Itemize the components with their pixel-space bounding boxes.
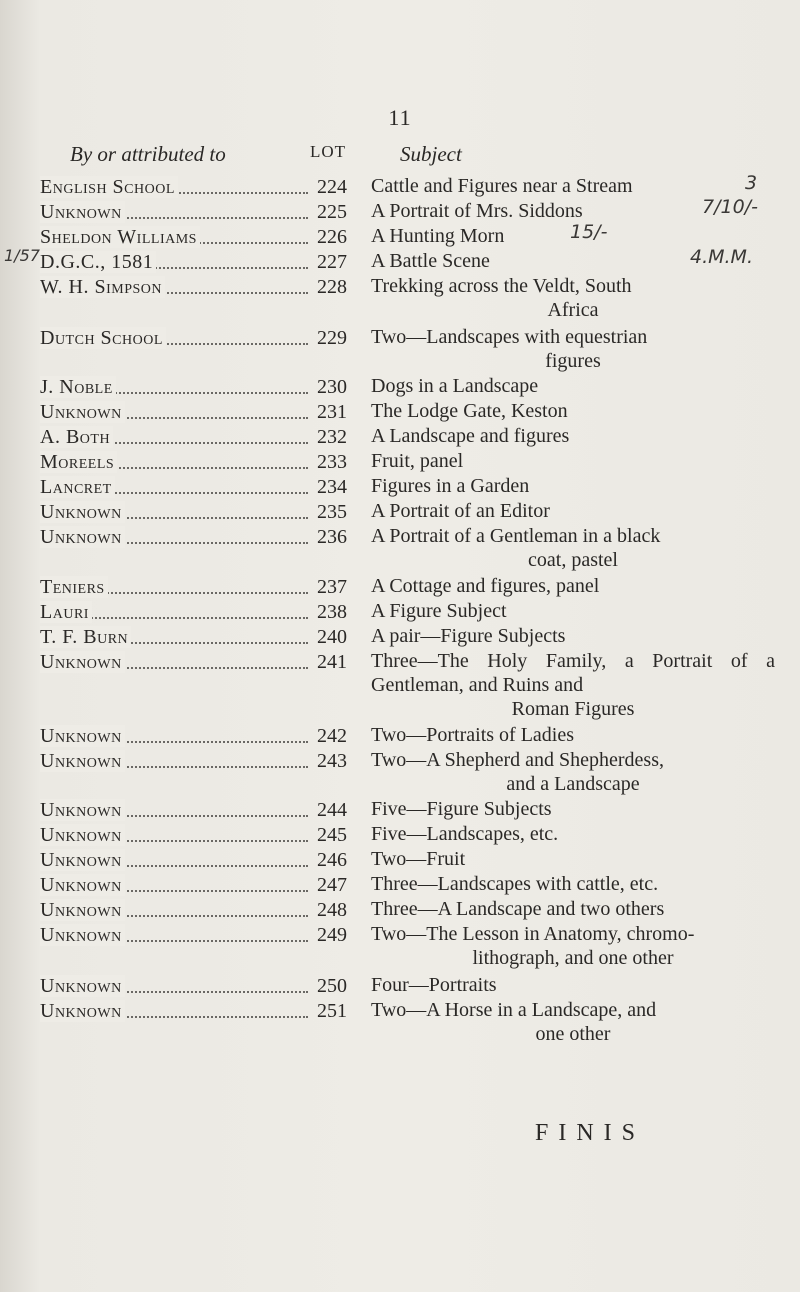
subject-text: The Lodge Gate, Keston [371, 400, 568, 422]
lot-number: 226 [317, 226, 347, 248]
artist-text: Unknown [40, 725, 125, 747]
lot-subject [371, 723, 775, 747]
subject-text: A Landscape and figures [371, 425, 570, 447]
artist-name [40, 797, 308, 823]
lot-row [0, 449, 800, 475]
artist-name [40, 474, 308, 500]
artist-text: D.G.C., 1581 [40, 251, 156, 273]
subject-text: Three—The Holy Family, a Portrait of a Gentleman, and Ruins and [371, 650, 775, 696]
artist-text: Unknown [40, 1000, 125, 1022]
lot-row [0, 499, 800, 525]
artist-text: English School [40, 176, 178, 198]
lot-number: 249 [317, 924, 347, 946]
artist-text: Unknown [40, 750, 125, 772]
lot-subject [371, 325, 775, 373]
lot-number: 244 [317, 799, 347, 821]
subject-continuation: and a Landscape [506, 773, 640, 795]
lot-row [0, 723, 800, 749]
lot-row [0, 524, 800, 571]
lot-row [0, 748, 800, 795]
subject-continuation: Roman Figures [511, 698, 635, 720]
lot-subject [371, 174, 775, 198]
artist-name [40, 174, 308, 200]
subject-text: Five—Figure Subjects [371, 798, 552, 820]
lot-row [0, 897, 800, 923]
artist-text: Lancret [40, 476, 115, 498]
lot-number: 232 [317, 426, 347, 448]
lot-row [0, 624, 800, 650]
subject-continuation: coat, pastel [528, 549, 618, 571]
lot-row [0, 325, 800, 372]
lot-number: 237 [317, 576, 347, 598]
subject-text: Two—Portraits of Ladies [371, 724, 575, 746]
lot-number: 238 [317, 601, 347, 623]
lot-row [0, 274, 800, 321]
subject-continuation: figures [545, 350, 601, 372]
subject-text: Dogs in a Landscape [371, 375, 539, 397]
subject-text: A Battle Scene [371, 250, 490, 272]
subject-text: Two—Landscapes with equestrian [371, 326, 648, 348]
header-lot: LOT [310, 142, 347, 161]
artist-text: T. F. Burn [40, 626, 131, 648]
lot-number: 240 [317, 626, 347, 648]
lot-subject [371, 624, 775, 648]
artist-name [40, 649, 308, 675]
lot-subject [371, 449, 775, 473]
lot-number: 227 [317, 251, 347, 273]
lot-number: 243 [317, 750, 347, 772]
lot-subject [371, 399, 775, 423]
subject-text: A Hunting Morn [371, 225, 505, 247]
lot-subject [371, 374, 775, 398]
artist-name [40, 998, 308, 1024]
artist-text: Teniers [40, 576, 108, 598]
lot-row [0, 224, 800, 250]
artist-name [40, 822, 308, 848]
lot-number: 242 [317, 725, 347, 747]
artist-name [40, 374, 308, 400]
artist-name [40, 399, 308, 425]
lot-number: 246 [317, 849, 347, 871]
lot-subject [371, 274, 775, 322]
lot-row [0, 847, 800, 873]
lot-row [0, 574, 800, 600]
finis: FINIS [534, 1120, 645, 1146]
lot-subject [371, 847, 775, 871]
header-by: By or attributed to [70, 142, 226, 166]
lot-subject [371, 998, 775, 1046]
subject-text: Trekking across the Veldt, South [371, 275, 632, 297]
annotation-margin: 1/57 [4, 246, 40, 265]
artist-text: Unknown [40, 201, 125, 223]
artist-name [40, 274, 308, 300]
artist-name [40, 449, 308, 475]
artist-name [40, 574, 308, 600]
artist-text: Unknown [40, 874, 125, 896]
subject-text: A Portrait of Mrs. Siddons [371, 200, 583, 222]
lot-subject [371, 574, 775, 598]
lot-row [0, 374, 800, 400]
artist-name [40, 224, 308, 250]
subject-text: Three—A Landscape and two others [371, 898, 665, 920]
artist-name [40, 524, 308, 550]
artist-name [40, 199, 308, 225]
lot-row [0, 474, 800, 500]
lot-number: 236 [317, 526, 347, 548]
lot-subject [371, 897, 775, 921]
subject-continuation: Africa [547, 299, 599, 321]
lot-number: 231 [317, 401, 347, 423]
lot-row [0, 797, 800, 823]
lot-row [0, 973, 800, 999]
lot-number: 224 [317, 176, 347, 198]
lot-row [0, 922, 800, 969]
annotation-lot-227: 4.M.M. [690, 246, 753, 268]
subject-text: Figures in a Garden [371, 475, 530, 497]
artist-name [40, 599, 308, 625]
lot-number: 250 [317, 975, 347, 997]
subject-text: A Cottage and figures, panel [371, 575, 600, 597]
subject-text: A Portrait of an Editor [371, 500, 550, 522]
subject-text: Cattle and Figures near a Stream [371, 175, 633, 197]
lot-subject [371, 822, 775, 846]
lot-number: 251 [317, 1000, 347, 1022]
artist-name [40, 424, 308, 450]
subject-text: Two—A Horse in a Landscape, and [371, 999, 657, 1021]
lot-row [0, 174, 800, 200]
annotation-lot-224: 3 [745, 172, 758, 194]
lot-number: 228 [317, 276, 347, 298]
lot-row [0, 872, 800, 898]
artist-name [40, 922, 308, 948]
subject-text: A Figure Subject [371, 600, 507, 622]
subject-text: Two—The Lesson in Anatomy, chromo- [371, 923, 695, 945]
page-number: 11 [388, 105, 412, 130]
artist-text: Unknown [40, 824, 125, 846]
artist-text: Moreels [40, 451, 117, 473]
artist-text: Sheldon Williams [40, 226, 200, 248]
artist-text: Unknown [40, 899, 125, 921]
artist-name [40, 325, 308, 351]
subject-text: Fruit, panel [371, 450, 464, 472]
annotation-lot-225: 7/10/- [702, 196, 758, 218]
artist-text: Unknown [40, 799, 125, 821]
artist-text: Unknown [40, 924, 125, 946]
lot-subject [371, 872, 775, 896]
subject-continuation: one other [535, 1023, 611, 1045]
lot-subject [371, 424, 775, 448]
lot-number: 233 [317, 451, 347, 473]
lot-number: 229 [317, 327, 347, 349]
lot-subject [371, 922, 775, 970]
artist-name [40, 723, 308, 749]
lot-number: 247 [317, 874, 347, 896]
artist-text: Unknown [40, 651, 125, 673]
subject-continuation: lithograph, and one other [472, 947, 674, 969]
lot-subject [371, 524, 775, 572]
artist-text: Unknown [40, 526, 125, 548]
header-subject: Subject [400, 142, 462, 166]
lot-number: 234 [317, 476, 347, 498]
lot-number: 235 [317, 501, 347, 523]
lot-subject [371, 474, 775, 498]
lot-row [0, 649, 800, 720]
artist-name [40, 499, 308, 525]
lot-subject [371, 649, 775, 721]
artist-text: Dutch School [40, 327, 166, 349]
artist-text: Unknown [40, 849, 125, 871]
artist-text: W. H. Simpson [40, 276, 165, 298]
lot-number: 225 [317, 201, 347, 223]
artist-name [40, 872, 308, 898]
lot-row [0, 199, 800, 225]
artist-text: J. Noble [40, 376, 116, 398]
artist-text: Unknown [40, 401, 125, 423]
artist-name [40, 249, 308, 275]
artist-name [40, 748, 308, 774]
subject-text: Three—Landscapes with cattle, etc. [371, 873, 659, 895]
subject-text: Two—Fruit [371, 848, 466, 870]
artist-name [40, 847, 308, 873]
artist-name [40, 973, 308, 999]
lot-subject [371, 748, 775, 796]
lot-number: 245 [317, 824, 347, 846]
lot-row [0, 399, 800, 425]
lot-row [0, 998, 800, 1045]
lot-number: 248 [317, 899, 347, 921]
artist-name [40, 897, 308, 923]
lot-row [0, 424, 800, 450]
subject-text: Two—A Shepherd and Shepherdess, [371, 749, 664, 771]
subject-text: Four—Portraits [371, 974, 497, 996]
lot-subject [371, 973, 775, 997]
lot-row [0, 599, 800, 625]
lot-number: 230 [317, 376, 347, 398]
subject-text: A Portrait of a Gentleman in a black [371, 525, 661, 547]
artist-name [40, 624, 308, 650]
lot-subject [371, 797, 775, 821]
artist-text: A. Both [40, 426, 113, 448]
lot-row [0, 822, 800, 848]
subject-text: Five—Landscapes, etc. [371, 823, 559, 845]
artist-text: Lauri [40, 601, 92, 623]
lot-subject [371, 499, 775, 523]
artist-text: Unknown [40, 501, 125, 523]
lot-row [0, 249, 800, 275]
annotation-lot-226: 15/- [570, 221, 608, 243]
artist-text: Unknown [40, 975, 125, 997]
lot-number: 241 [317, 651, 347, 673]
subject-text: A pair—Figure Subjects [371, 625, 566, 647]
lot-subject [371, 599, 775, 623]
